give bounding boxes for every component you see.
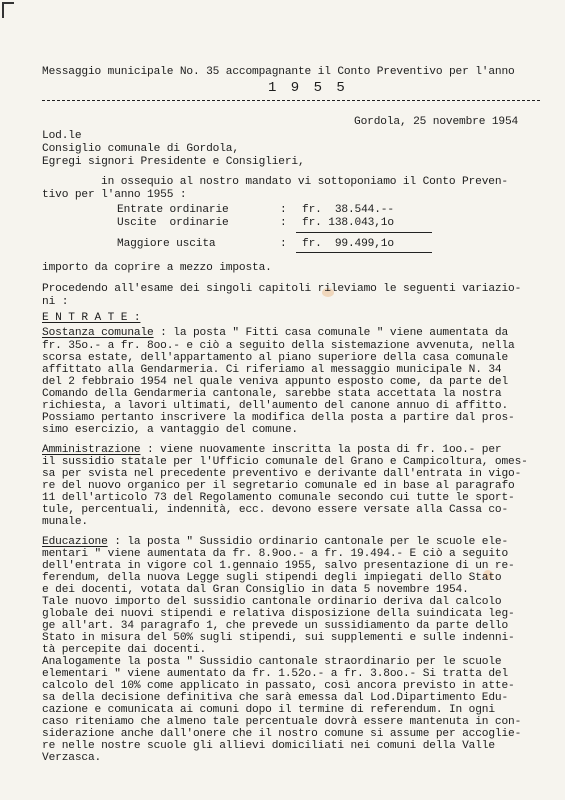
amministrazione-line-5: 11 dell'articolo 73 del Regolamento comunale secondo cui tutte le sport- (42, 492, 515, 504)
educazione-line-19: Verzasca. (42, 752, 102, 764)
corner-mark (2, 2, 14, 18)
sostanza-line-6: Comando della Gendarmeria cantonale, sarebbe stata accettata la nostra (42, 388, 502, 400)
educazione-line-1 (42, 536, 508, 548)
educazione-line-11: Analogamente la posta " Sussidio cantonale straordinario per le scuole (42, 656, 502, 668)
budget-separator: : (280, 217, 287, 229)
educazione-line-2: mentari " viene aumentata da fr. 8.9oo.- a fr. 19.494.- E ciò a seguito (42, 548, 509, 560)
sostanza-line-9: simo esercizio, a vantaggio del comune. (42, 424, 298, 436)
educazione-line-15: cazione e comunicata ai comuni dopo il termine di referendum. In ogni (42, 704, 495, 716)
header-rule (42, 100, 540, 101)
sostanza-line-8: Possiamo pertanto inscrivere la modifica della posta a partire dal pros- (42, 412, 515, 424)
educazione-line-9: Stato in misura del 50% sugli stipendi, sui supplementi e sulle indenni- (42, 632, 515, 644)
budget-value-uscite: fr. 138.043,1o (302, 217, 394, 229)
budget-separator: : (280, 238, 287, 250)
budget-separator: : (280, 204, 287, 216)
educazione-line-1-text: : la posta " Sussidio ordinario cantonale per le scuole ele- (107, 536, 509, 548)
amministrazione-line-3: sa per svista nel precedente preventivo e derivante dall'entrata in vigo- (42, 468, 522, 480)
amministrazione-line-7: munale. (42, 516, 88, 528)
salutation-line-2: Consiglio comunale di Gordola, (42, 143, 239, 155)
importo-line: importo da coprire a mezzo imposta. (42, 262, 272, 274)
budget-value-entrate: fr. 38.544.-- (302, 204, 394, 216)
educazione-line-3: dell'entrata in vigore col 1.gennaio 1955, salvo presentazione di un re- (42, 560, 515, 572)
sostanza-line-1 (42, 327, 508, 339)
salutation-line-3: Egregi signori Presidente e Consiglieri, (42, 156, 305, 168)
educazione-line-16: caso riteniamo che almeno tale percentuale dovrà essere mantenuta in con- (42, 716, 522, 728)
educazione-line-8: ge all'art. 34 paragrafo 1, che prevede un sussidiamento da parte dello (42, 620, 509, 632)
educazione-line-5: e dei docenti, votata dal Gran Consiglio in data 5 novembre 1954. (42, 584, 469, 596)
educazione-line-13: calcolo del 10% come applicato in passato, così ancora previsto in atte- (42, 680, 515, 692)
sostanza-line-4: affittato alla Gendarmeria. Ci riferiamo al messaggio municipale N. 34 (42, 364, 502, 376)
budget-label-entrate: Entrate ordinarie (117, 204, 229, 216)
amministrazione-line-2: il sussidio statale per l'Ufficio comunale del Grano e Campicoltura, omes- (42, 456, 528, 468)
place-date: Gordola, 25 novembre 1954 (354, 116, 519, 128)
sostanza-line-2: fr. 35o.- a fr. 8oo.- e ciò a seguito della sistemazione avvenuta, nella (42, 340, 515, 352)
educazione-line-14: sa della decisione definitiva che sarà emessa dal Lod.Dipartimento Edu- (42, 692, 509, 704)
educazione-line-12: elementari " viene aumentato da fr. 1.52o.- a fr. 3.8oo.- Si tratta del (42, 668, 509, 680)
intro-line-2: tivo per l'anno 1955 : (42, 189, 187, 201)
sostanza-line-5: del 2 febbraio 1954 nel quale veniva appunto esposto come, da parte del (42, 376, 509, 388)
salutation-line-1: Lod.le (42, 130, 82, 142)
budget-value-maggiore: fr. 99.499,1o (302, 238, 394, 250)
educazione-line-6: Tale nuovo importo del sussidio cantonale ordinario deriva dal calcolo (42, 596, 502, 608)
budget-label-maggiore: Maggiore uscita (117, 238, 216, 250)
amministrazione-line-6: tule, percentuali, indennità, ecc. devono essere versate alla Cassa co- (42, 504, 509, 516)
entrate-heading: E N T R A T E : (42, 312, 141, 324)
educazione-heading: Educazione (42, 536, 108, 548)
budget-total-underline (296, 252, 432, 253)
educazione-line-18: re nelle nostre scuole gli allievi domiciliati nei comuni della Valle (42, 740, 495, 752)
educazione-line-7: globale dei nuovi stipendi e relativa disposizione della suindicata leg- (42, 608, 515, 620)
sostanza-heading: Sostanza comunale (42, 327, 154, 339)
educazione-line-4: ferendum, della nuova Legge sugli stipendi degli impiegati dello Stato (42, 572, 502, 584)
amministrazione-line-1 (42, 444, 501, 456)
educazione-line-17: siderazione anche dall'onere che il nostro comune si assume per accoglie- (42, 728, 522, 740)
budget-total-rule (296, 232, 432, 233)
budget-label-uscite: Uscite ordinarie (117, 217, 229, 229)
sostanza-line-7: richiesta, a lavori ultimati, dell'aumento del canone annuo di affitto. (42, 400, 509, 412)
amministrazione-heading: Amministrazione (42, 444, 141, 456)
document-year: 1 9 5 5 (268, 80, 348, 96)
document-title: Messaggio municipale No. 35 accompagnante il Conto Preventivo per l'anno (42, 66, 515, 78)
amministrazione-line-4: re del nuovo organico per il segretario comunale ed in base al paragrafo (42, 480, 515, 492)
educazione-line-10: tà percepite dai docenti. (42, 644, 207, 656)
procedendo-line-1: Procedendo all'esame dei singoli capitoli rileviamo le seguenti variazio- (42, 283, 522, 295)
amministrazione-line-1-text: : viene nuovamente inscritta la posta di fr. 1oo.- per (140, 444, 502, 456)
procedendo-line-2: ni : (42, 296, 69, 308)
intro-line-1: in ossequio al nostro mandato vi sottoponiamo il Conto Preven- (101, 176, 508, 188)
sostanza-line-3: scorsa estate, dell'appartamento al piano superiore della casa comunale (42, 352, 509, 364)
sostanza-line-1-text: : la posta " Fitti casa comunale " viene aumentata da (153, 327, 509, 339)
